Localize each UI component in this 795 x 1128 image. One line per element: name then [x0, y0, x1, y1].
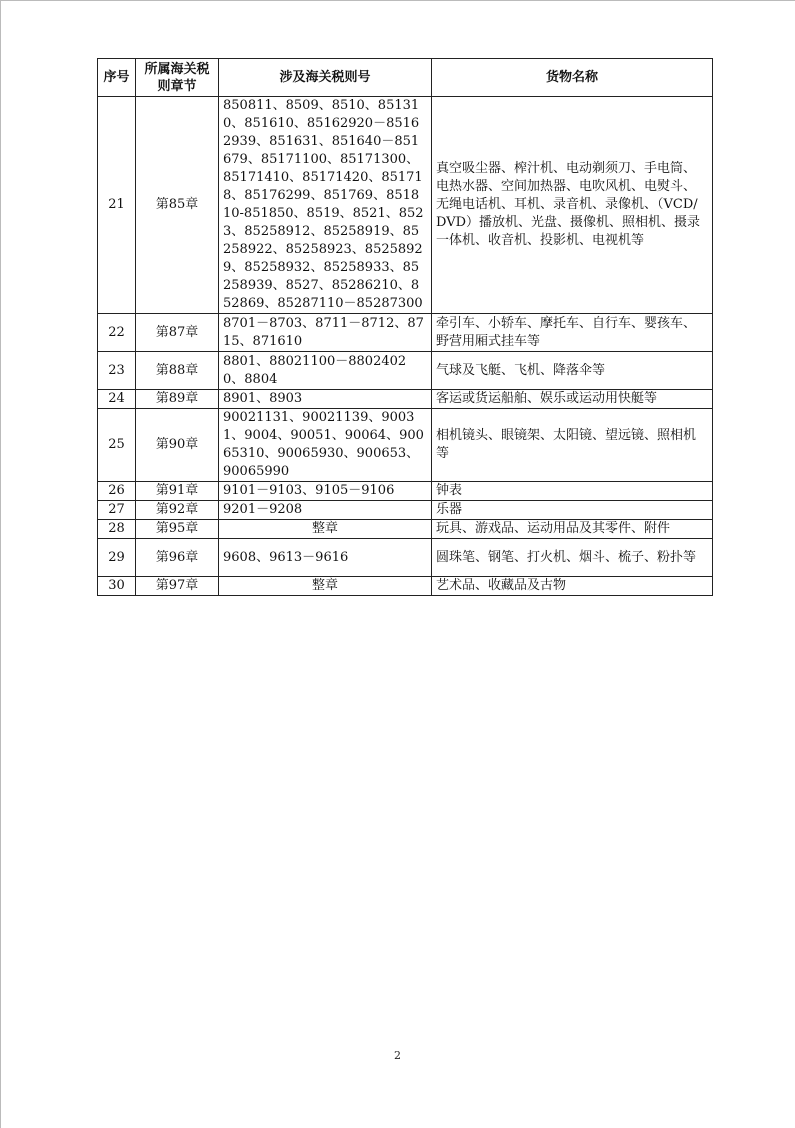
- cell-chapter: 第88章: [136, 352, 219, 390]
- cell-chapter: 第91章: [136, 482, 219, 501]
- table-row: [98, 352, 713, 390]
- cell-serial-number: 24: [98, 390, 136, 409]
- cell-chapter: 第96章: [136, 539, 219, 577]
- table-row: [98, 390, 713, 409]
- cell-serial-number: 21: [98, 97, 136, 314]
- table-row: [98, 314, 713, 352]
- table-row: [98, 520, 713, 539]
- table-header: [98, 59, 713, 97]
- cell-serial-number: 28: [98, 520, 136, 539]
- page-number: 2: [394, 1049, 401, 1062]
- table-row: [98, 539, 713, 577]
- header-chapter: 所属海关税则章节: [136, 59, 219, 97]
- header-serial-number: 序号: [98, 59, 136, 97]
- cell-tariff-codes: 9608、9613－9616: [219, 539, 432, 577]
- cell-goods-name: 牵引车、小轿车、摩托车、自行车、婴孩车、野营用厢式挂车等: [432, 314, 713, 352]
- cell-tariff-codes: 90021131、90021139、90031、9004、90051、90064、90065310、90065930、900653、90065990: [219, 409, 432, 482]
- cell-tariff-codes: 8901、8903: [219, 390, 432, 409]
- header-tariff-codes: 涉及海关税则号: [219, 59, 432, 97]
- table-row: [98, 501, 713, 520]
- cell-goods-name: 钟表: [432, 482, 713, 501]
- cell-serial-number: 30: [98, 577, 136, 596]
- cell-tariff-codes: 整章: [219, 520, 432, 539]
- cell-serial-number: 26: [98, 482, 136, 501]
- cell-chapter: 第95章: [136, 520, 219, 539]
- cell-goods-name: 真空吸尘器、榨汁机、电动剃须刀、手电筒、电热水器、空间加热器、电吹风机、电熨斗、无绳电话机、耳机、录音机、录像机、（VCD/DVD）播放机、光盘、摄像机、照相机、摄录一体机、收音机、投影机、电视机等: [432, 97, 713, 314]
- cell-goods-name: 玩具、游戏品、运动用品及其零件、附件: [432, 520, 713, 539]
- cell-tariff-codes: 8701－8703、8711－8712、8715、871610: [219, 314, 432, 352]
- cell-goods-name: 气球及飞艇、飞机、降落伞等: [432, 352, 713, 390]
- table-row: [98, 577, 713, 596]
- cell-serial-number: 29: [98, 539, 136, 577]
- cell-chapter: 第87章: [136, 314, 219, 352]
- cell-chapter: 第97章: [136, 577, 219, 596]
- header-goods-name: 货物名称: [432, 59, 713, 97]
- cell-tariff-codes: 9101－9103、9105－9106: [219, 482, 432, 501]
- table-row: [98, 482, 713, 501]
- cell-goods-name: 客运或货运船舶、娱乐或运动用快艇等: [432, 390, 713, 409]
- table-row: [98, 97, 713, 314]
- cell-goods-name: 相机镜头、眼镜架、太阳镜、望远镜、照相机等: [432, 409, 713, 482]
- cell-chapter: 第90章: [136, 409, 219, 482]
- cell-serial-number: 27: [98, 501, 136, 520]
- cell-serial-number: 22: [98, 314, 136, 352]
- cell-goods-name: 乐器: [432, 501, 713, 520]
- cell-serial-number: 25: [98, 409, 136, 482]
- tariff-table: [97, 58, 713, 596]
- cell-goods-name: 圆珠笔、钢笔、打火机、烟斗、梳子、粉扑等: [432, 539, 713, 577]
- cell-serial-number: 23: [98, 352, 136, 390]
- cell-tariff-codes: 8801、88021100－88024020、8804: [219, 352, 432, 390]
- cell-goods-name: 艺术品、收藏品及古物: [432, 577, 713, 596]
- cell-tariff-codes: 整章: [219, 577, 432, 596]
- cell-tariff-codes: 9201－9208: [219, 501, 432, 520]
- table-row: [98, 409, 713, 482]
- cell-chapter: 第85章: [136, 97, 219, 314]
- cell-chapter: 第89章: [136, 390, 219, 409]
- cell-chapter: 第92章: [136, 501, 219, 520]
- cell-tariff-codes: 850811、8509、8510、851310、851610、85162920－85162939、851631、851640－851679、85171100、85171300、85171410、85171420、851718、85176299、851769、851810-851850、8519、8521、8523、85258912、85258919、85258922、85258923、85258929、85258932、85258933、85258939、8527、85286210、852869、85287110－85287300: [219, 97, 432, 314]
- table-body: [98, 97, 713, 596]
